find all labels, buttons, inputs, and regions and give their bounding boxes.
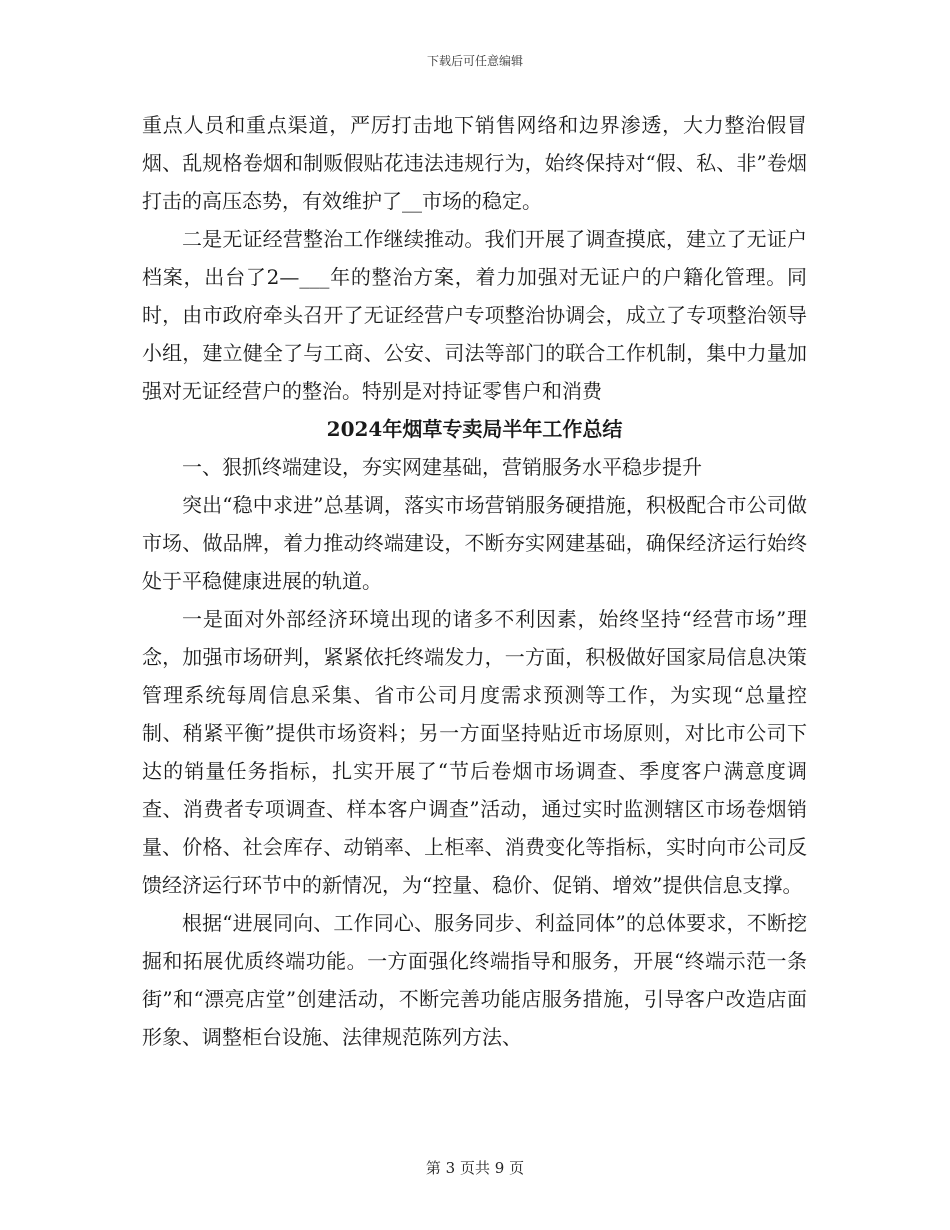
paragraph: 根据“进展同向、工作同心、服务同步、利益同体”的总体要求，不断挖掘和拓展优质终端功能。一方面强化终端指导和服务，开展“终端示范一条街”和“漂亮店堂”创建活动，不断完善功能店服务措施，引导客户改造店面形象、调整柜台设施、法律规范陈列方法、 — [142, 911, 807, 1049]
page-footer: 第 3 页共 9 页 — [425, 1159, 525, 1177]
paragraph: 重点人员和重点渠道，严厉打击地下销售网络和边界渗透，大力整治假冒烟、乱规格卷烟和制贩假贴花违法违规行为，始终保持对“假、私、非”卷烟打击的高压态势，有效维护了__市场的稳定。 — [142, 113, 807, 213]
paragraph: 突出“稳中求进”总基调，落实市场营销服务硬措施，积极配合市公司做市场、做品牌，着力推动终端建设，不断夯实网建基础，确保经济运行始终处于平稳健康进展的轨道。 — [142, 493, 807, 593]
paragraph: 二是无证经营整治工作继续推动。我们开展了调查摸底，建立了无证户档案，出台了2—___年的整治方案，着力加强对无证户的户籍化管理。同时，由市政府牵头召开了无证经营户专项整治协调会，成立了专项整治领导小组，建立健全了与工商、公安、司法等部门的联合工作机制，集中力量加强对无证经营户的整治。特别是对持证零售户和消费 — [142, 227, 807, 403]
paragraph: 一是面对外部经济环境出现的诸多不利因素，始终坚持“经营市场”理念，加强市场研判，紧紧依托终端发力，一方面，积极做好国家局信息决策管理系统每周信息采集、省市公司月度需求预测等工作，为实现“总量控制、稍紧平衡”提供市场资料；另一方面坚持贴近市场原则，对比市公司下达的销量任务指标，扎实开展了“节后卷烟市场调查、季度客户满意度调查、消费者专项调查、样本客户调查”活动，通过实时监测辖区市场卷烟销量、价格、社会库存、动销率、上柜率、消费变化等指标，实时向市公司反馈经济运行环节中的新情况，为“控量、稳价、促销、增效”提供信息支撑。 — [142, 607, 807, 897]
document-title: 2024年烟草专卖局半年工作总结 — [326, 417, 623, 441]
document-body — [142, 106, 807, 1056]
page-header: 下载后可任意编辑 — [426, 54, 523, 68]
section-heading: 一、狠抓终端建设，夯实网建基础，营销服务水平稳步提升 — [182, 455, 702, 479]
